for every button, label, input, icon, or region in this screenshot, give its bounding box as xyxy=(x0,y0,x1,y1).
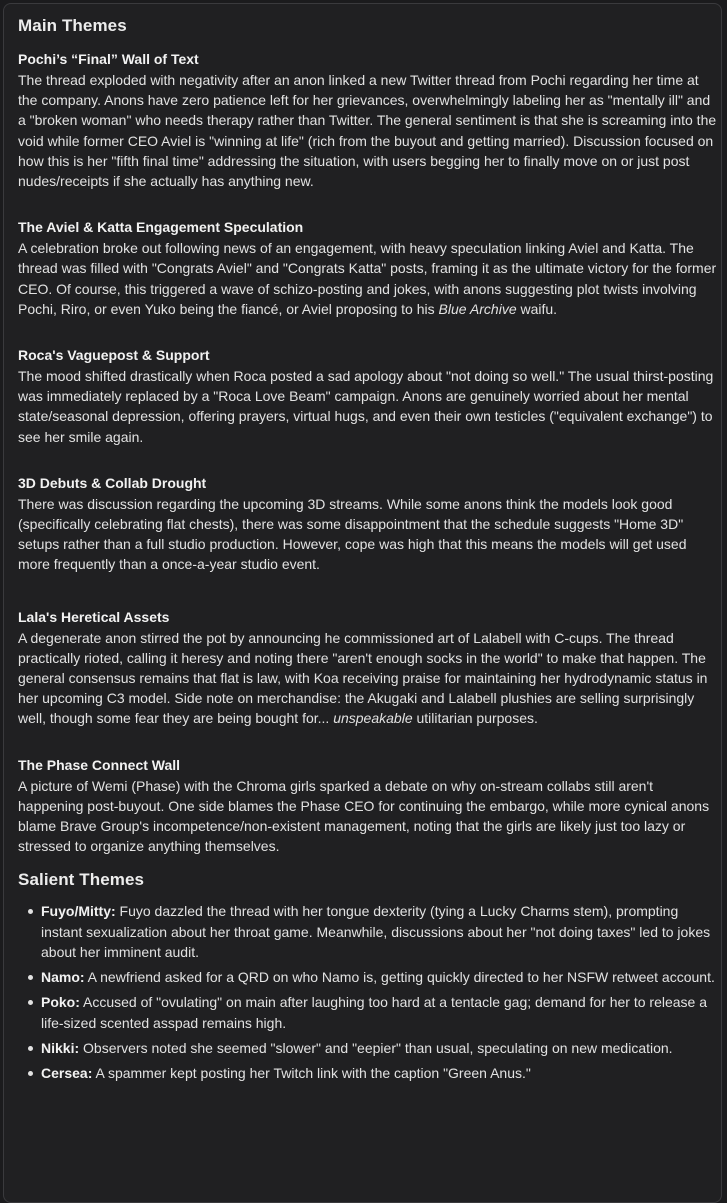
theme-section xyxy=(18,755,718,857)
salient-list xyxy=(18,901,718,1083)
theme-body-text: utilitarian purposes. xyxy=(412,710,538,727)
theme-body: The thread exploded with negativity after an anon linked a new Twitter thread from Pochi regarding her time at the company. Anons have zero patience left for her grievances, overwhelmingly labeling her as "mentally ill" and a "broken woman" who needs therapy rather than Twitter. The general sentiment is that she is screaming into the void while former CEO Aviel is "winning at life" (rich from the buyout and getting married). Discussion focused on how this is her "fifth final time" addressing the situation, with users begging her to finally move on or just post nudes/receipts if she actually has anything new. xyxy=(18,72,717,190)
theme-body-text: waifu. xyxy=(516,300,558,317)
summary-content xyxy=(18,14,718,1088)
theme-body xyxy=(18,628,718,729)
theme-title: Lala's Heretical Assets xyxy=(18,608,170,625)
item-text: Accused of "ovulating" on main after laughing too hard at a tentacle gag; demand for her to release a life-sized scented asspad remains high. xyxy=(41,994,708,1031)
theme-body: A picture of Wemi (Phase) with the Chroma girls sparked a debate on why on-stream collabs still aren't happening post-buyout. One side blames the Phase CEO for continuing the embargo, while more cynical anons blame Brave Group's incompetence/non-existent management, noting that the girls are likely just too lazy or stressed to organize anything themselves. xyxy=(18,777,710,855)
salient-themes-heading: Salient Themes xyxy=(18,870,145,890)
item-name: Cersea: xyxy=(41,1064,93,1081)
theme-section xyxy=(18,217,718,319)
list-item xyxy=(41,1038,718,1058)
list-item xyxy=(41,901,718,962)
theme-title: Pochi’s “Final” Wall of Text xyxy=(18,51,199,67)
item-name: Poko: xyxy=(41,994,80,1011)
item-name: Nikki: xyxy=(41,1039,80,1056)
list-item xyxy=(41,1063,718,1083)
item-text: Fuyo dazzled the thread with her tongue dexterity (tying a Lucky Charms stem), prompting instant sexualization about her throat game. Meanwhile, discussions about her "not doing taxes" led to jokes about her imminent audit. xyxy=(41,903,711,960)
theme-section xyxy=(18,473,718,575)
theme-body-text: A celebration broke out following news of an engagement, with heavy speculation linking Aviel and Katta. The thread was filled with "Congrats Aviel" and "Congrats Katta" posts, framing it as the ultimate victory for the former CEO. Of course, this triggered a wave of schizo-posting and jokes, with anons suggesting plot twists involving Pochi, Riro, or even Yuko being the fiancé, or Aviel proposing to his xyxy=(18,240,717,317)
theme-body-text: A degenerate anon stirred the pot by announcing he commissioned art of Lalabell with C-cups. The thread practically rioted, calling it heresy and noting there "aren't enough socks in the world" to make that happen. The general consensus remains that flat is law, with Koa receiving praise for maintaining her hydrodynamic status in her upcoming C3 model. Side note on merchandise: the Akugaki and Lalabell plushies are selling surprisingly well, though some fear they are being bought for... xyxy=(18,629,708,727)
theme-body xyxy=(18,238,718,319)
item-name: Namo: xyxy=(41,969,85,986)
theme-body: There was discussion regarding the upcoming 3D streams. While some anons think the models look good (specifically celebrating flat chests), there was some disappointment that the schedule suggests "Home 3D" setups rather than a full studio production. However, cope was high that this means the models will get used more frequently than a once-a-year studio event. xyxy=(18,495,687,573)
theme-body-italic: Blue Archive xyxy=(438,300,517,317)
item-text: A spammer kept posting her Twitch link with the caption "Green Anus." xyxy=(92,1064,531,1081)
list-item xyxy=(41,992,718,1032)
theme-title: The Phase Connect Wall xyxy=(18,756,181,773)
theme-section xyxy=(18,49,718,191)
theme-body-italic: unspeakable xyxy=(333,710,413,727)
main-themes-heading: Main Themes xyxy=(18,16,127,35)
theme-title: 3D Debuts & Collab Drought xyxy=(18,474,207,491)
item-name: Fuyo/Mitty: xyxy=(41,903,116,920)
summary-panel xyxy=(3,3,722,1203)
theme-section xyxy=(18,607,718,729)
theme-title: The Aviel & Katta Engagement Speculation xyxy=(18,219,304,236)
theme-section xyxy=(18,345,718,447)
theme-body: The mood shifted drastically when Roca posted a sad apology about "not doing so well." The usual thirst-posting was immediately replaced by a "Roca Love Beam" campaign. Anons are genuinely worried about her mental state/seasonal depression, offering prayers, virtual hugs, and even their own testicles ("equivalent exchange") to see her smile again. xyxy=(18,368,714,445)
theme-title: Roca's Vaguepost & Support xyxy=(18,347,210,364)
item-text: A newfriend asked for a QRD on who Namo is, getting quickly directed to her NSFW retweet account. xyxy=(84,969,715,986)
list-item xyxy=(41,967,718,987)
item-text: Observers noted she seemed "slower" and "eepier" than usual, speculating on new medication. xyxy=(79,1039,673,1056)
